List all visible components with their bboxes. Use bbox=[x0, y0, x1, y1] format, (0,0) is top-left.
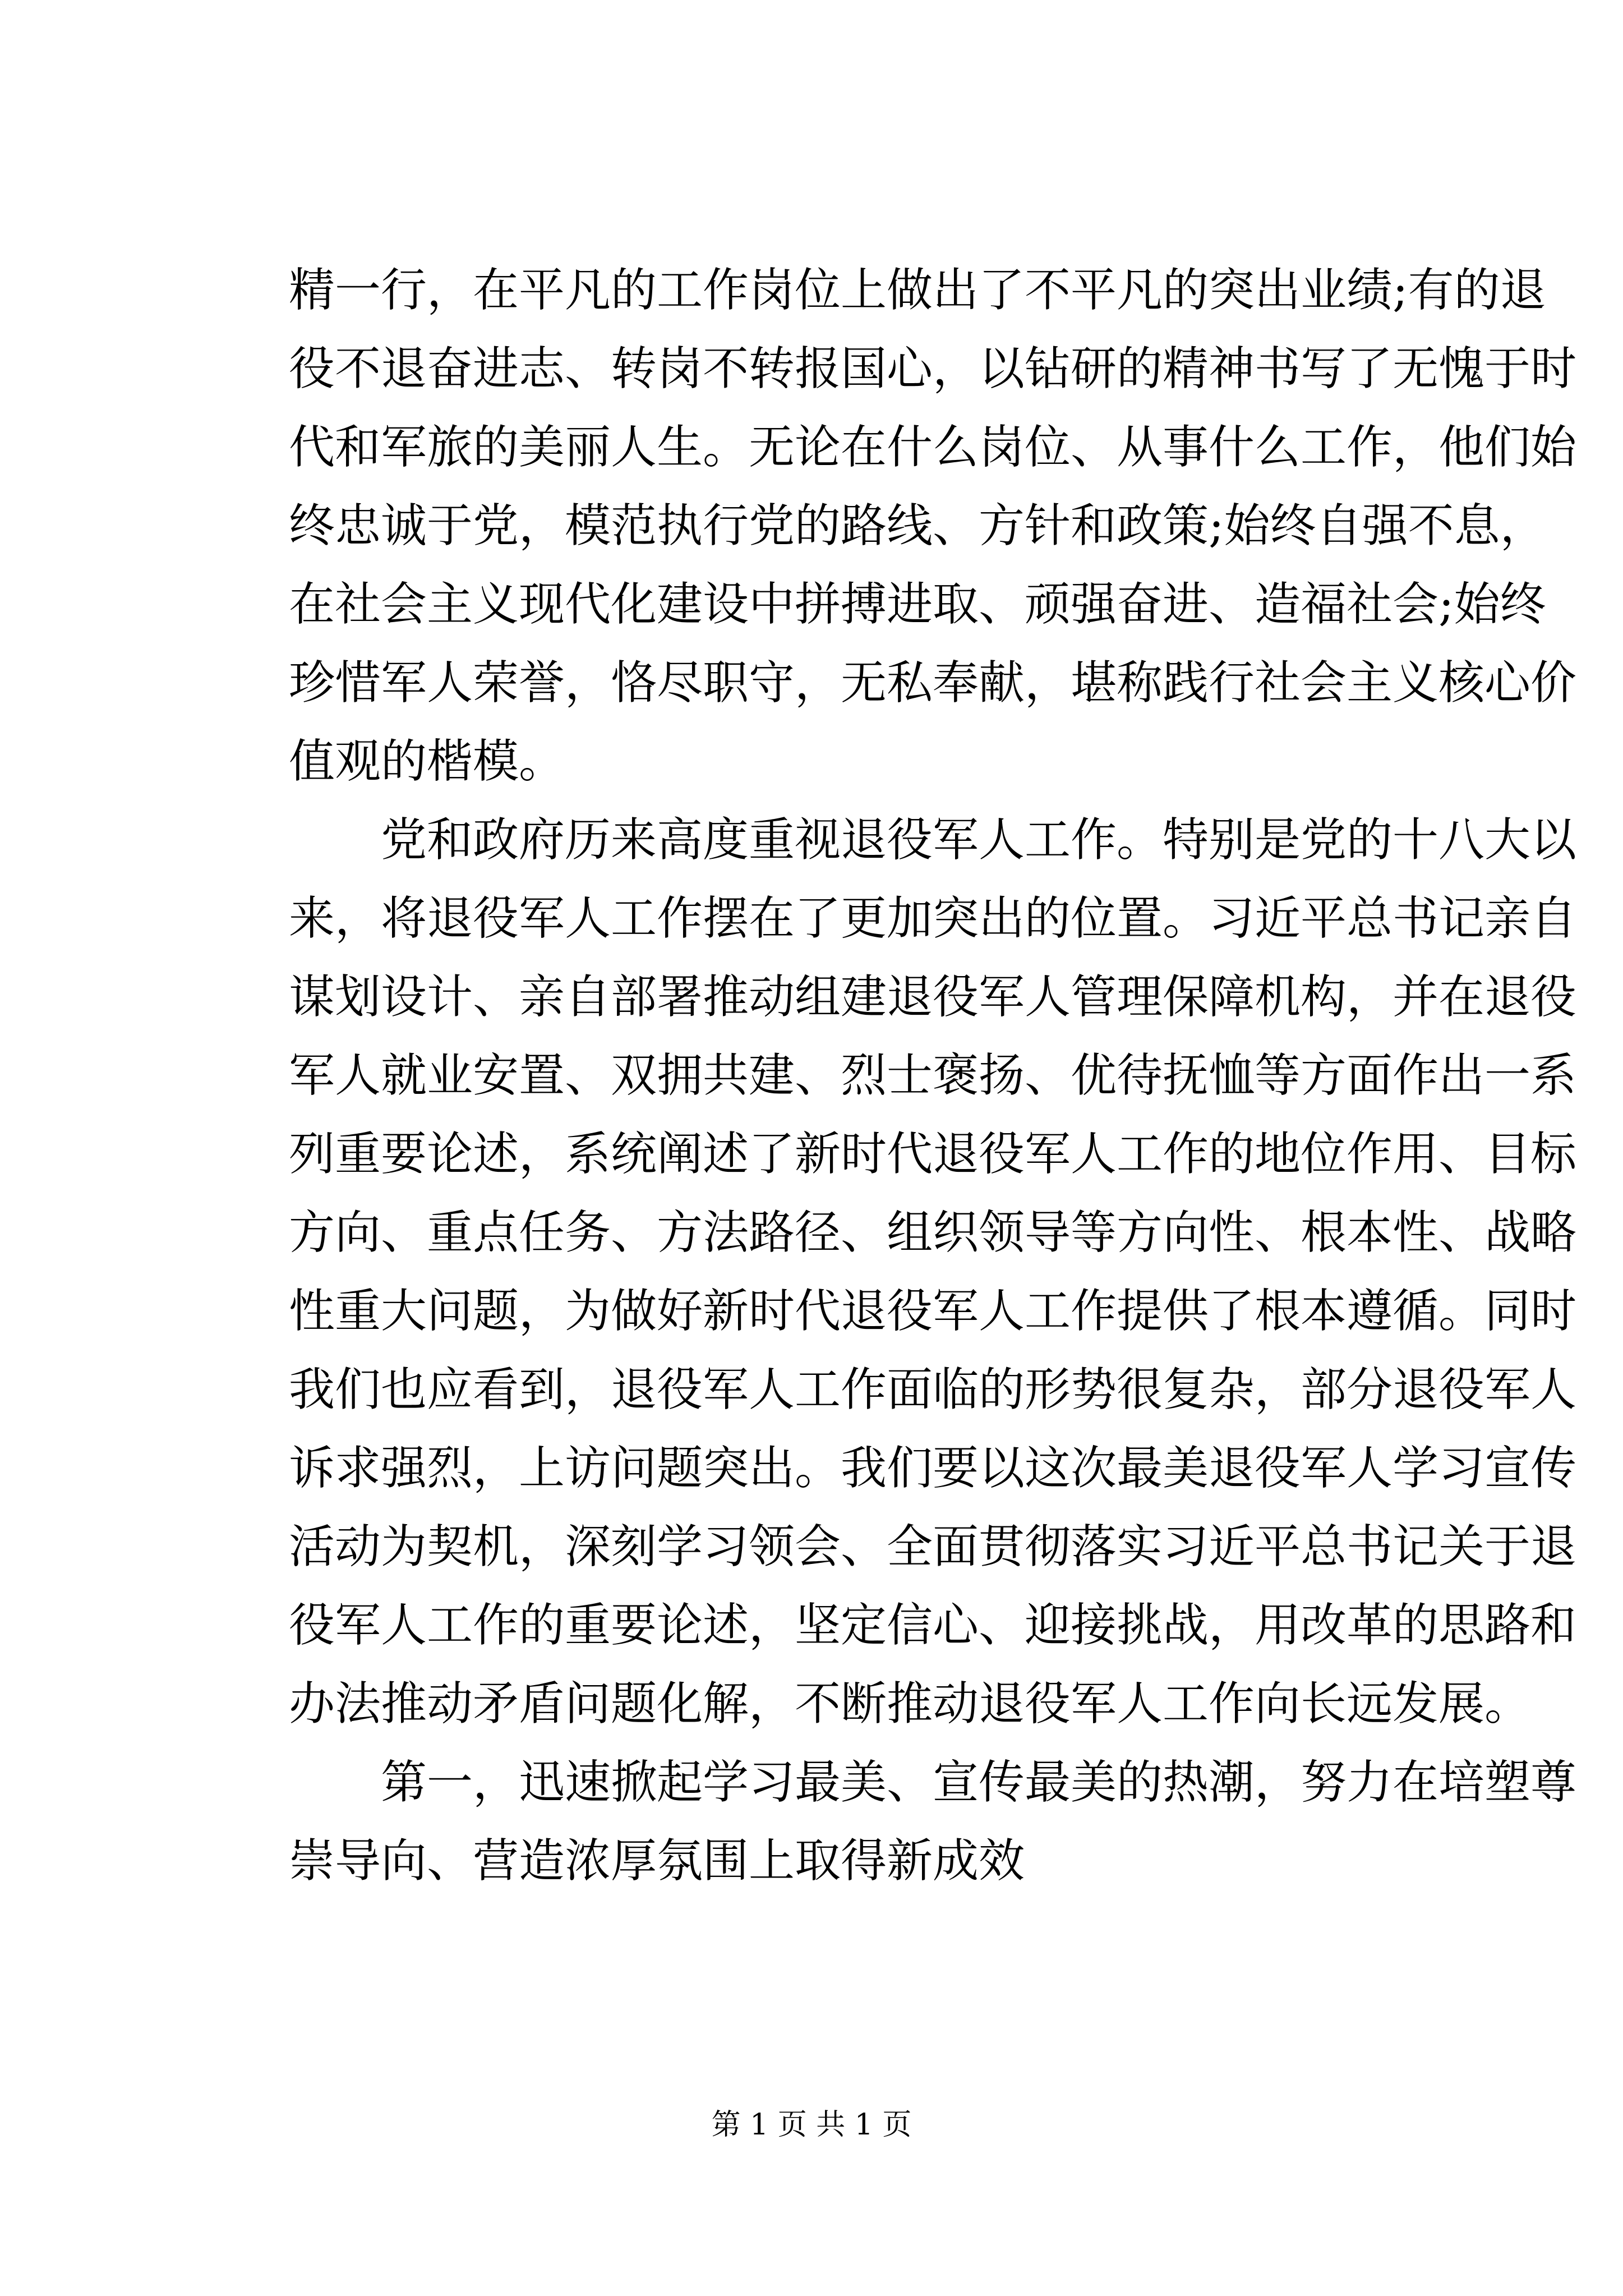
text-line: 来，将退役军人工作摆在了更加突出的位置。习近平总书记亲自 bbox=[289, 892, 1577, 945]
text-line: 我们也应看到，退役军人工作面临的形势很复杂，部分退役军人 bbox=[289, 1363, 1577, 1416]
paragraph-2 bbox=[289, 801, 1577, 1743]
text-line: 谋划设计、亲自部署推动组建退役军人管理保障机构，并在退役 bbox=[289, 970, 1577, 1024]
text-line: 方向、重点任务、方法路径、组织领导等方向性、根本性、战略 bbox=[289, 1206, 1577, 1259]
paragraph-1 bbox=[289, 251, 1577, 801]
text-line: 役军人工作的重要论述，坚定信心、迎接挑战，用改革的思路和 bbox=[289, 1599, 1577, 1652]
text-line: 在社会主义现代化建设中拼搏进取、顽强奋进、造福社会;始终 bbox=[289, 578, 1546, 631]
text-line: 第一，迅速掀起学习最美、宣传最美的热潮，努力在培塑尊 bbox=[381, 1756, 1577, 1809]
document-body bbox=[289, 251, 1577, 1901]
text-line: 崇导向、营造浓厚氛围上取得新成效 bbox=[289, 1834, 1025, 1888]
text-line: 活动为契机，深刻学习领会、全面贯彻落实习近平总书记关于退 bbox=[289, 1520, 1577, 1573]
text-line: 值观的楷模。 bbox=[289, 735, 565, 788]
page-number-label: 第 1 页 共 1 页 bbox=[711, 2108, 912, 2142]
text-line: 代和军旅的美丽人生。无论在什么岗位、从事什么工作，他们始 bbox=[289, 421, 1577, 474]
text-line: 役不退奋进志、转岗不转报国心，以钻研的精神书写了无愧于时 bbox=[289, 342, 1577, 395]
text-line: 性重大问题，为做好新时代退役军人工作提供了根本遵循。同时 bbox=[289, 1285, 1577, 1338]
text-line: 党和政府历来高度重视退役军人工作。特别是党的十八大以 bbox=[381, 813, 1577, 867]
text-line: 珍惜军人荣誉，恪尽职守，无私奉献，堪称践行社会主义核心价 bbox=[289, 656, 1577, 710]
text-line: 办法推动矛盾问题化解，不断推动退役军人工作向长远发展。 bbox=[289, 1677, 1531, 1731]
paragraph-3 bbox=[289, 1743, 1577, 1901]
page-footer bbox=[0, 2101, 1623, 2143]
text-line: 精一行，在平凡的工作岗位上做出了不平凡的突出业绩;有的退 bbox=[289, 264, 1546, 317]
text-line: 列重要论述，系统阐述了新时代退役军人工作的地位作用、目标 bbox=[289, 1128, 1577, 1181]
text-line: 终忠诚于党，模范执行党的路线、方针和政策;始终自强不息， bbox=[289, 499, 1546, 553]
text-line: 军人就业安置、双拥共建、烈士褒扬、优待抚恤等方面作出一系 bbox=[289, 1049, 1577, 1102]
text-line: 诉求强烈，上访问题突出。我们要以这次最美退役军人学习宣传 bbox=[289, 1442, 1577, 1495]
